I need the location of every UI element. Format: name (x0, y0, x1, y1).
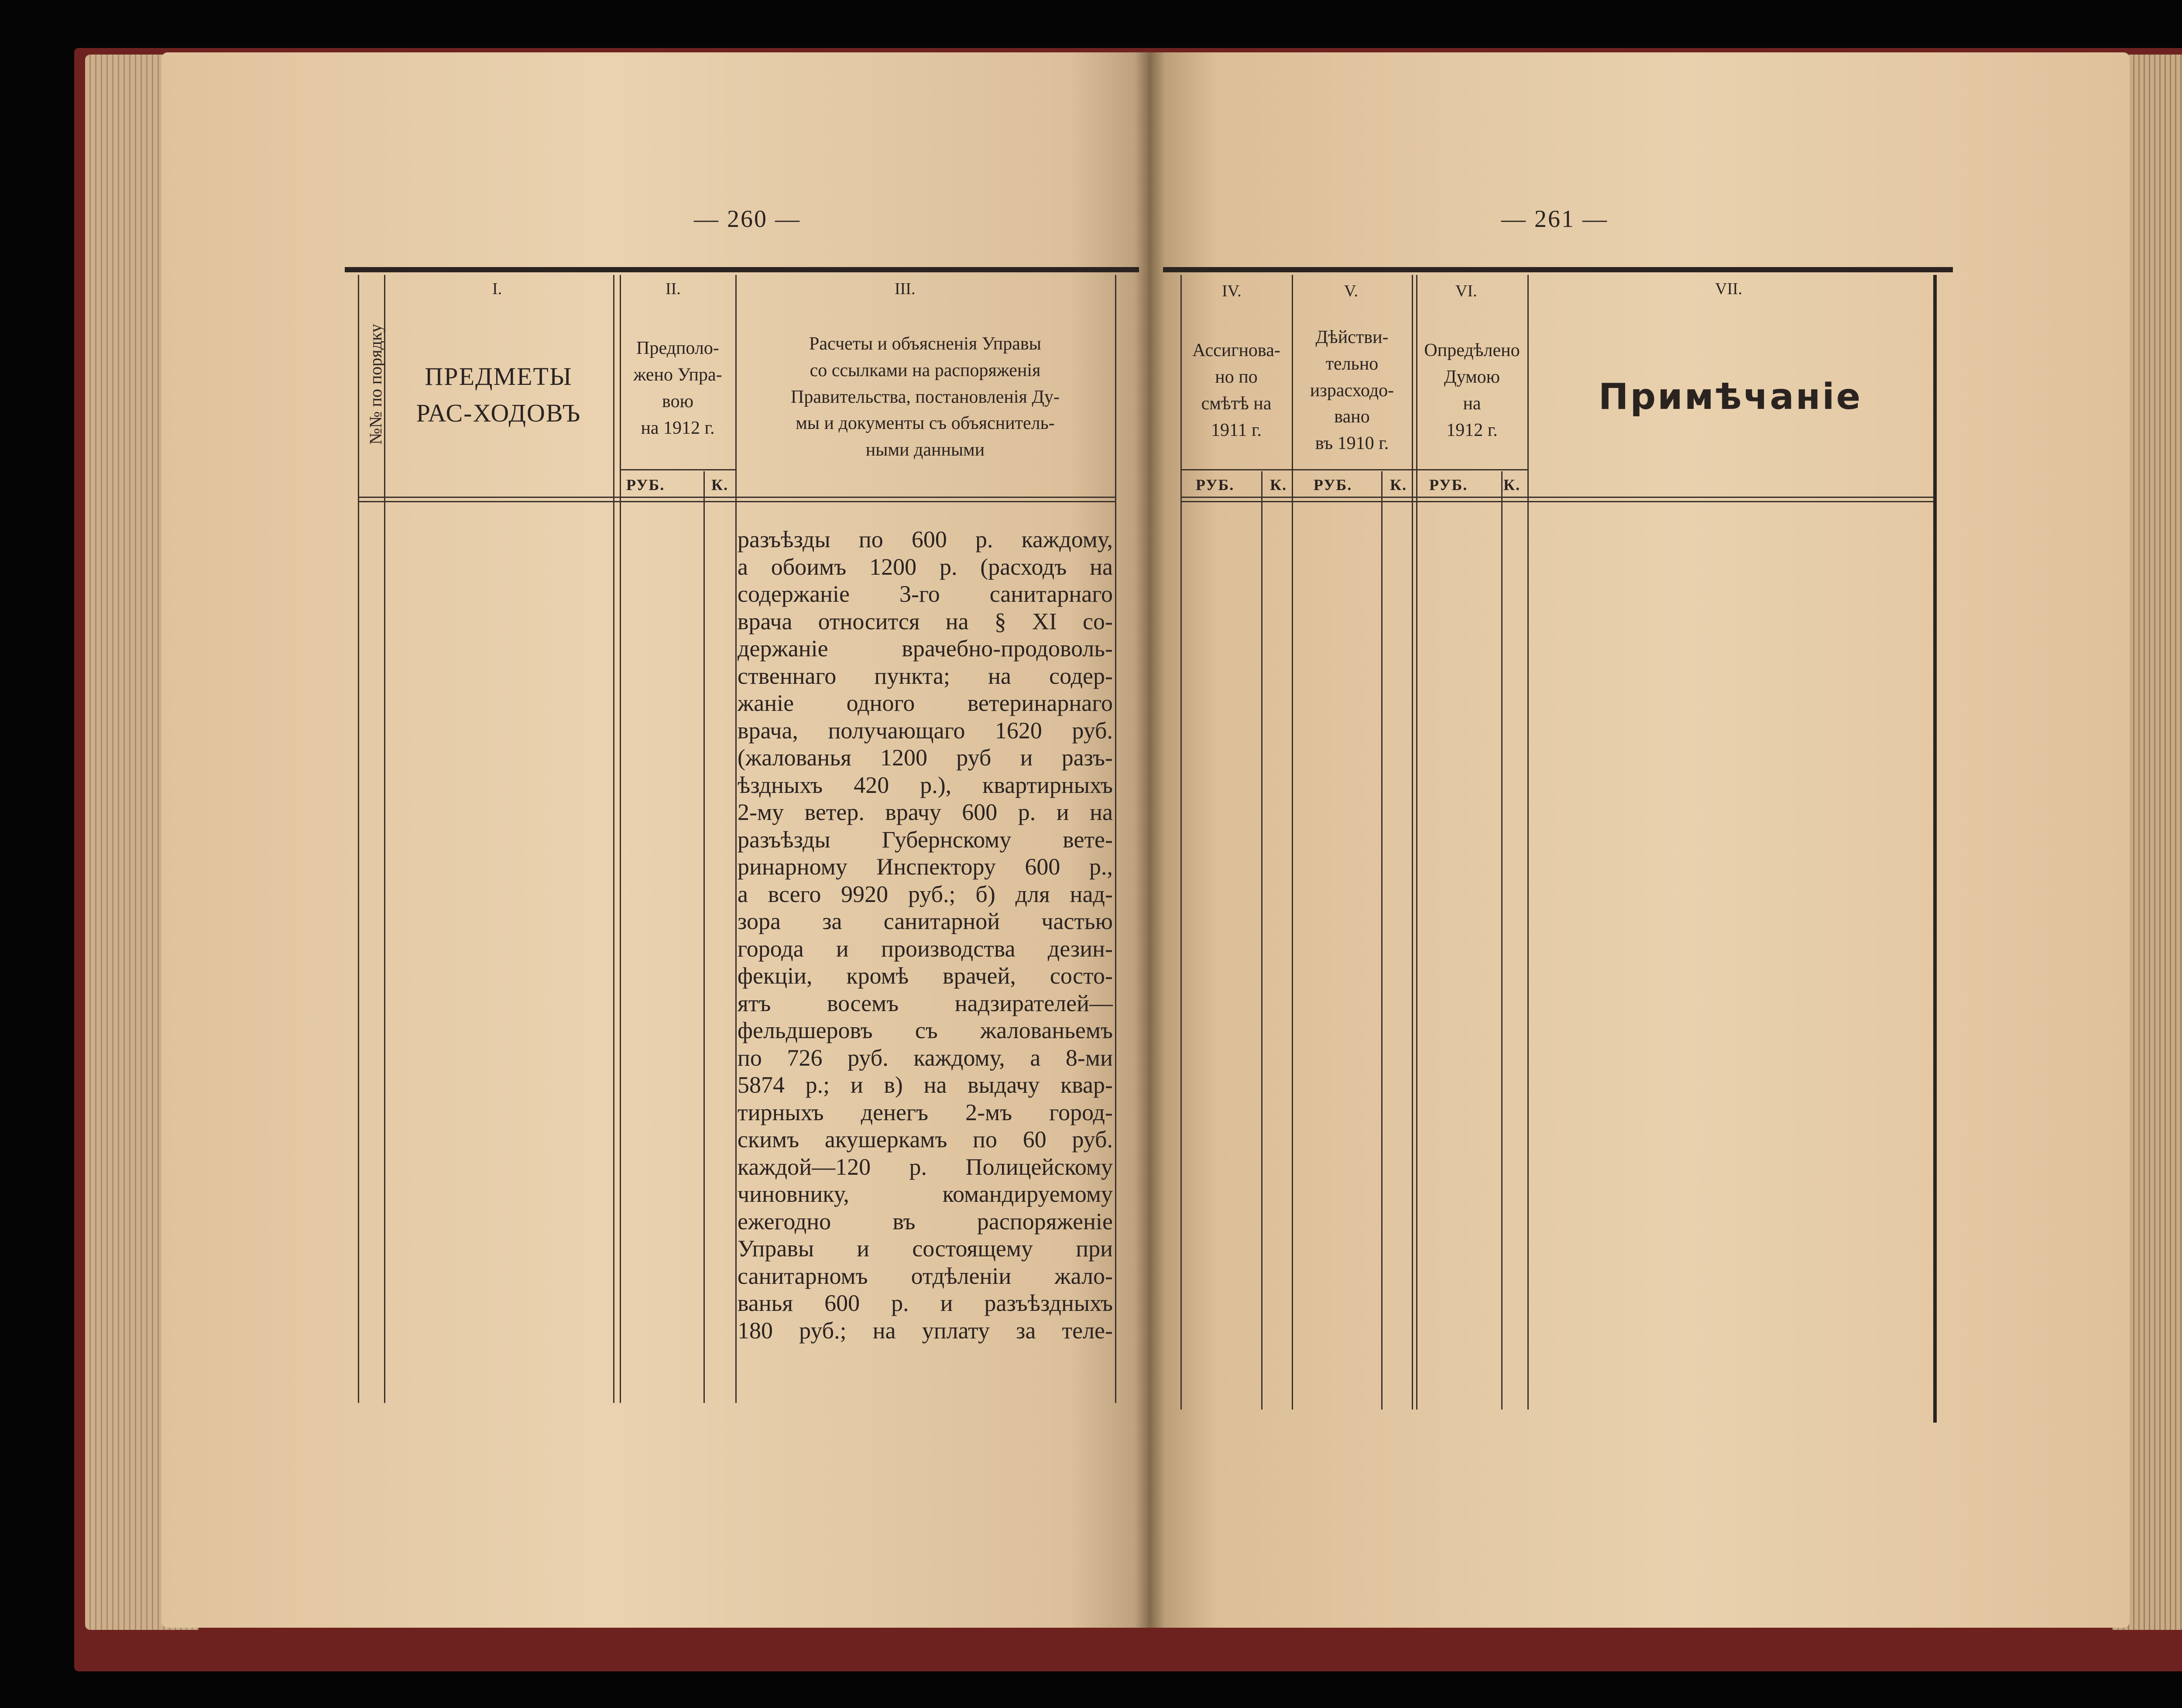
text-line: ежегодно въ распоряженіе (738, 1208, 1113, 1235)
text-line: фекціи, кромѣ врачей, состо- (738, 963, 1113, 989)
text-line: зора за санитарной частью (738, 908, 1113, 934)
col-header-allocated-1911: Ассигнова- но по смѣтѣ на 1911 г. (1192, 340, 1280, 440)
text-line: ственнаго пункта; на содер- (738, 662, 1113, 689)
col-header-spent-1910: Дѣйстви- тельно израсходо- вано въ 1910 г. (1310, 327, 1394, 454)
row-number-header: №№ по порядку (365, 323, 385, 445)
units-line (1180, 469, 1527, 470)
header-bottom-line (1180, 501, 1933, 502)
col-numeral-i: I. (492, 280, 502, 298)
col-header-explanations: Расчеты и объясненія Управы со ссылками на распоряженія Правительства, постановленія Ду- мы и документы съ объяснитель- ными данными (791, 333, 1060, 460)
unit-rub: РУБ. (1429, 476, 1468, 494)
text-line: города и производства дезин- (738, 935, 1113, 962)
text-line: разъѣзды Губернскому вете- (738, 826, 1113, 853)
explanation-text (738, 526, 1113, 1344)
right-page-number: — 261 — (1501, 206, 1608, 233)
col-header-proposed: Предполо- жено Упра- вою на 1912 г. (633, 338, 722, 438)
col-line (1381, 471, 1383, 1410)
col-line (735, 275, 737, 1403)
gutter-shadow (1135, 52, 1165, 1628)
col-header-duma-1912: Опредѣлено Думою на 1912 г. (1424, 340, 1520, 440)
col-numeral-vii: VII. (1715, 280, 1743, 298)
unit-kop: К. (1270, 476, 1287, 494)
text-line: ятъ восемъ надзирателей— (738, 990, 1113, 1016)
col-numeral-vi: VI. (1455, 282, 1477, 300)
col-line (1261, 471, 1263, 1410)
text-line: по 726 руб. каждому, а 8-ми (738, 1044, 1113, 1071)
header-bottom-line (1180, 497, 1933, 498)
unit-rub: РУБ. (1314, 476, 1352, 494)
text-line: санитарномъ отдѣленіи жало- (738, 1262, 1113, 1289)
text-line: врача относится на § XI со- (738, 608, 1113, 634)
col-line (1412, 275, 1413, 1410)
header-bottom-line (358, 501, 1115, 502)
text-line: Управы и состоящему при (738, 1235, 1113, 1262)
text-line: ринарному Инспектору 600 р., (738, 854, 1113, 880)
col-numeral-ii: II. (666, 280, 681, 298)
col-line (703, 471, 705, 1403)
col-numeral-iv: IV. (1222, 282, 1242, 300)
unit-kop: К. (711, 476, 729, 494)
text-line: ѣздныхъ 420 р.), квартирныхъ (738, 772, 1113, 798)
text-line: каждой—120 р. Полицейскому (738, 1153, 1113, 1180)
col-line (613, 275, 614, 1403)
col-numeral-v: V. (1344, 282, 1359, 300)
text-line: разъѣзды по 600 р. каждому, (738, 526, 1113, 552)
col-header-items: ПРЕДМЕТЫ РАС-ХОДОВЪ (416, 362, 581, 427)
col-line (1115, 275, 1116, 1403)
col-numeral-iii: III. (895, 280, 916, 298)
left-page-number: — 260 — (694, 206, 801, 233)
text-line: содержаніе 3-го санитарнаго (738, 581, 1113, 607)
text-line: держаніе врачебно-продоволь- (738, 635, 1113, 662)
text-line: фельдшеровъ съ жалованьемъ (738, 1017, 1113, 1043)
text-line: (жалованья 1200 руб и разъ- (738, 744, 1113, 771)
text-line: скимъ акушеркамъ по 60 руб. (738, 1126, 1113, 1152)
unit-kop: К. (1503, 476, 1521, 494)
text-line: чиновнику, командируемому (738, 1181, 1113, 1207)
units-line (620, 469, 735, 470)
left-top-rule (345, 267, 1139, 272)
header-bottom-line (358, 497, 1115, 498)
text-line: 5874 р.; и в) на выдачу квар- (738, 1072, 1113, 1098)
text-line: тирныхъ денегъ 2-мъ город- (738, 1099, 1113, 1125)
text-line: жаніе одного ветеринарнаго (738, 690, 1113, 716)
right-border (1933, 275, 1937, 1423)
text-line: 2-му ветер. врачу 600 р. и на (738, 799, 1113, 825)
right-top-rule (1163, 267, 1953, 272)
unit-rub: РУБ. (626, 476, 665, 494)
col-header-note: Примѣчаніе (1598, 376, 1863, 418)
text-line: а обоимъ 1200 р. (расходъ на (738, 553, 1113, 580)
right-page (1148, 52, 2130, 1628)
text-line: 180 руб.; на уплату за теле- (738, 1317, 1113, 1344)
text-line: а всего 9920 руб.; б) для над- (738, 881, 1113, 907)
text-line: врача, получающаго 1620 руб. (738, 717, 1113, 744)
col-line (1501, 471, 1503, 1410)
col-line (1527, 275, 1529, 1410)
unit-rub: РУБ. (1196, 476, 1235, 494)
unit-kop: К. (1390, 476, 1407, 494)
text-line: ванья 600 р. и разъѣздныхъ (738, 1290, 1113, 1316)
